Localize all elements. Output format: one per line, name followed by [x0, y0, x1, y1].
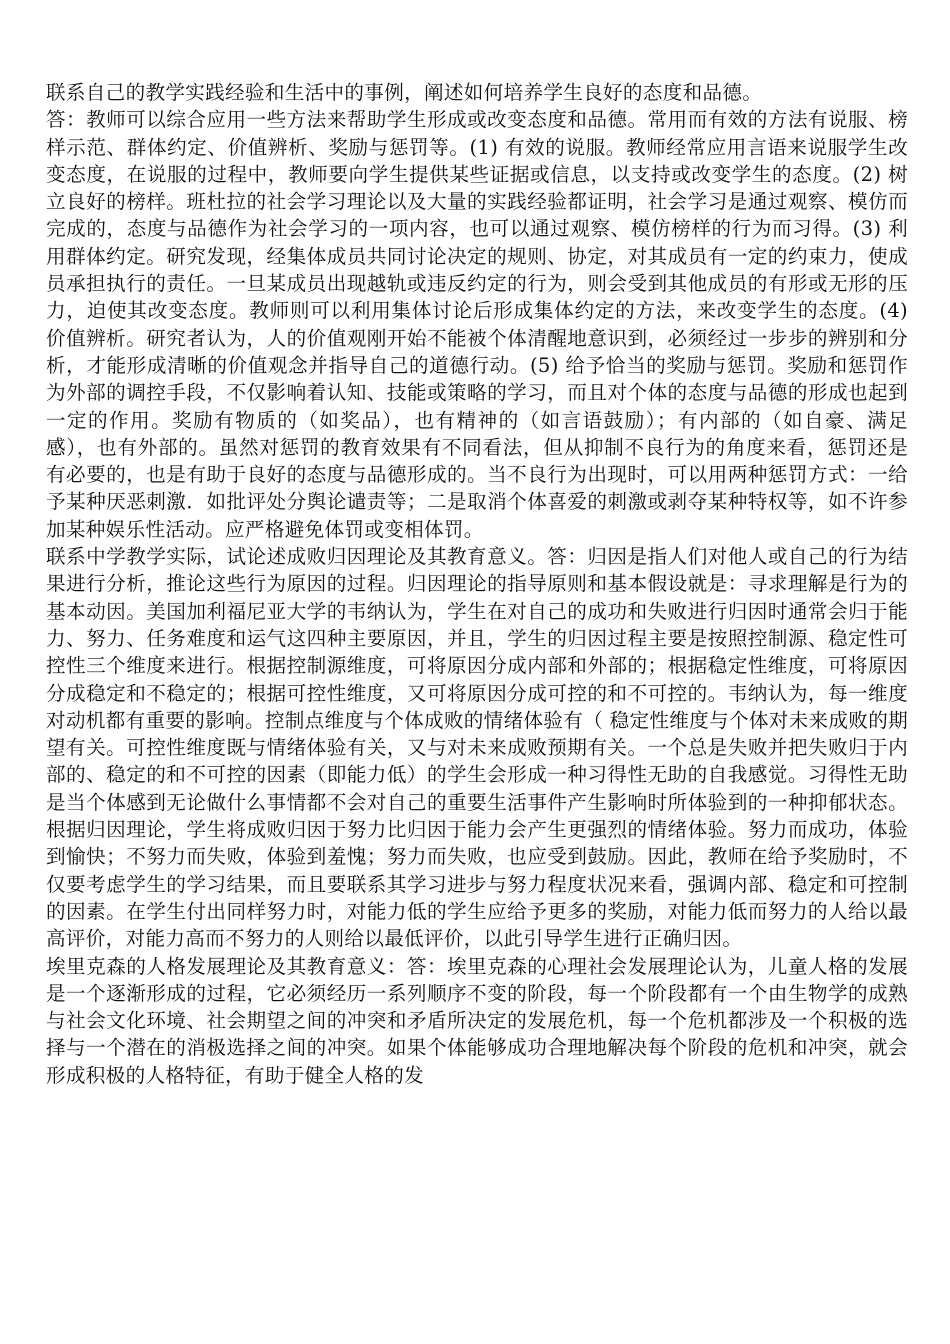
paragraph-erikson-theory: 埃里克森的人格发展理论及其教育意义：答：埃里克森的心理社会发展理论认为，儿童人格的发展是一个逐渐形成的过程，它必须经历一系列顺序不变的阶段，每一个阶段都有一个由生物学的成熟与社会文化环境、社会期望之间的冲突和矛盾所决定的发展危机，每一个危机都涉及一个积极的选择与一个潜在的消极选择之间的冲突。如果个体能够成功合理地解决每个阶段的危机和冲突，就会形成积极的人格特征，有助于健全人格的发 — [46, 954, 908, 1087]
document-body — [46, 79, 908, 1089]
paragraph-attribution-theory: 联系中学教学实际，试论述成败归因理论及其教育意义。答：归因是指人们对他人或自己的行为结果进行分析，推论这些行为原因的过程。归因理论的指导原则和基本假设就是：寻求理解是行为的基本动因。美国加利福尼亚大学的韦纳认为，学生在对自己的成功和失败进行归因时通常会归于能力、努力、任务难度和运气这四种主要原因，并且，学生的归因过程主要是按照控制源、稳定性可控性三个维度来进行。根据控制源维度，可将原因分成内部和外部的；根据稳定性维度，可将原因分成稳定和不稳定的；根据可控性维度，又可将原因分成可控的和不可控的。韦纳认为，每一维度对动机都有重要的影响。控制点维度与个体成败的情绪体验有（ 稳定性维度与个体对未来成败的期望有关。可控性维度既与情绪体验有关，又与对未来成败预期有关。一个总是失败并把失败归于内部的、稳定的和不可控的因素（即能力低）的学生会形成一种习得性无助的自我感觉。习得性无助是当个体感到无论做什么事情都不会对自己的重要生活事件产生影响时所体验到的一种抑郁状态。根据归因理论，学生将成败归因于努力比归因于能力会产生更强烈的情绪体验。努力而成功，体验到愉快；不努力而失败，体验到羞愧；努力而失败，也应受到鼓励。因此，教师在给予奖励时，不仅要考虑学生的学习结果，而且要联系其学习进步与努力程度状况来看，强调内部、稳定和可控制的因素。在学生付出同样努力时，对能力低的学生应给予更多的奖励，对能力低而努力的人给以最高评价，对能力高而不努力的人则给以最低评价，以此引导学生进行正确归因。 — [46, 545, 908, 951]
answer-paragraph-attitude: 答：教师可以综合应用一些方法来帮助学生形成或改变态度和品德。常用而有效的方法有说服、榜样示范、群体约定、价值辨析、奖励与惩罚等。(1) 有效的说服。教师经常应用言语来说服学生改变态度，在说服的过程中，教师要向学生提供某些证据或信息，以支持或改变学生的态度。(2) 树立良好的榜样。班杜拉的社会学习理论以及大量的实践经验都证明，社会学习是通过观察、模仿而完成的，态度与品德作为社会学习的一项内容，也可以通过观察、模仿榜样的行为而习得。(3) 利用群体约定。研究发现，经集体成员共同讨论决定的规则、协定，对其成员有一定的约束力，使成员承担执行的责任。一旦某成员出现越轨或违反约定的行为，则会受到其他成员的有形或无形的压力，迫使其改变态度。教师则可以利用集体讨论后形成集体约定的方法，来改变学生的态度。(4) 价值辨析。研究者认为，人的价值观刚开始不能被个体清醒地意识到，必须经过一步步的辨别和分析，才能形成清晰的价值观念并指导自己的道德行动。(5) 给予恰当的奖励与惩罚。奖励和惩罚作为外部的调控手段，不仅影响着认知、技能或策略的学习，而且对个体的态度与品德的形成也起到一定的作用。奖励有物质的（如奖品），也有精神的（如言语鼓励）；有内部的（如自豪、满足感），也有外部的。虽然对惩罚的教育效果有不同看法，但从抑制不良行为的角度来看，惩罚还是有必要的，也是有助于良好的态度与品德形成的。当不良行为出现时，可以用两种惩罚方式：一给予某种厌恶刺激．如批评处分舆论谴责等；二是取消个体喜爱的刺激或剥夺某种特权等，如不许参加某种娱乐性活动。应严格避免体罚或变相体罚。 — [46, 108, 908, 541]
question-paragraph-attitude: 联系自己的教学实践经验和生活中的事例，阐述如何培养学生良好的态度和品德。 — [46, 81, 763, 104]
